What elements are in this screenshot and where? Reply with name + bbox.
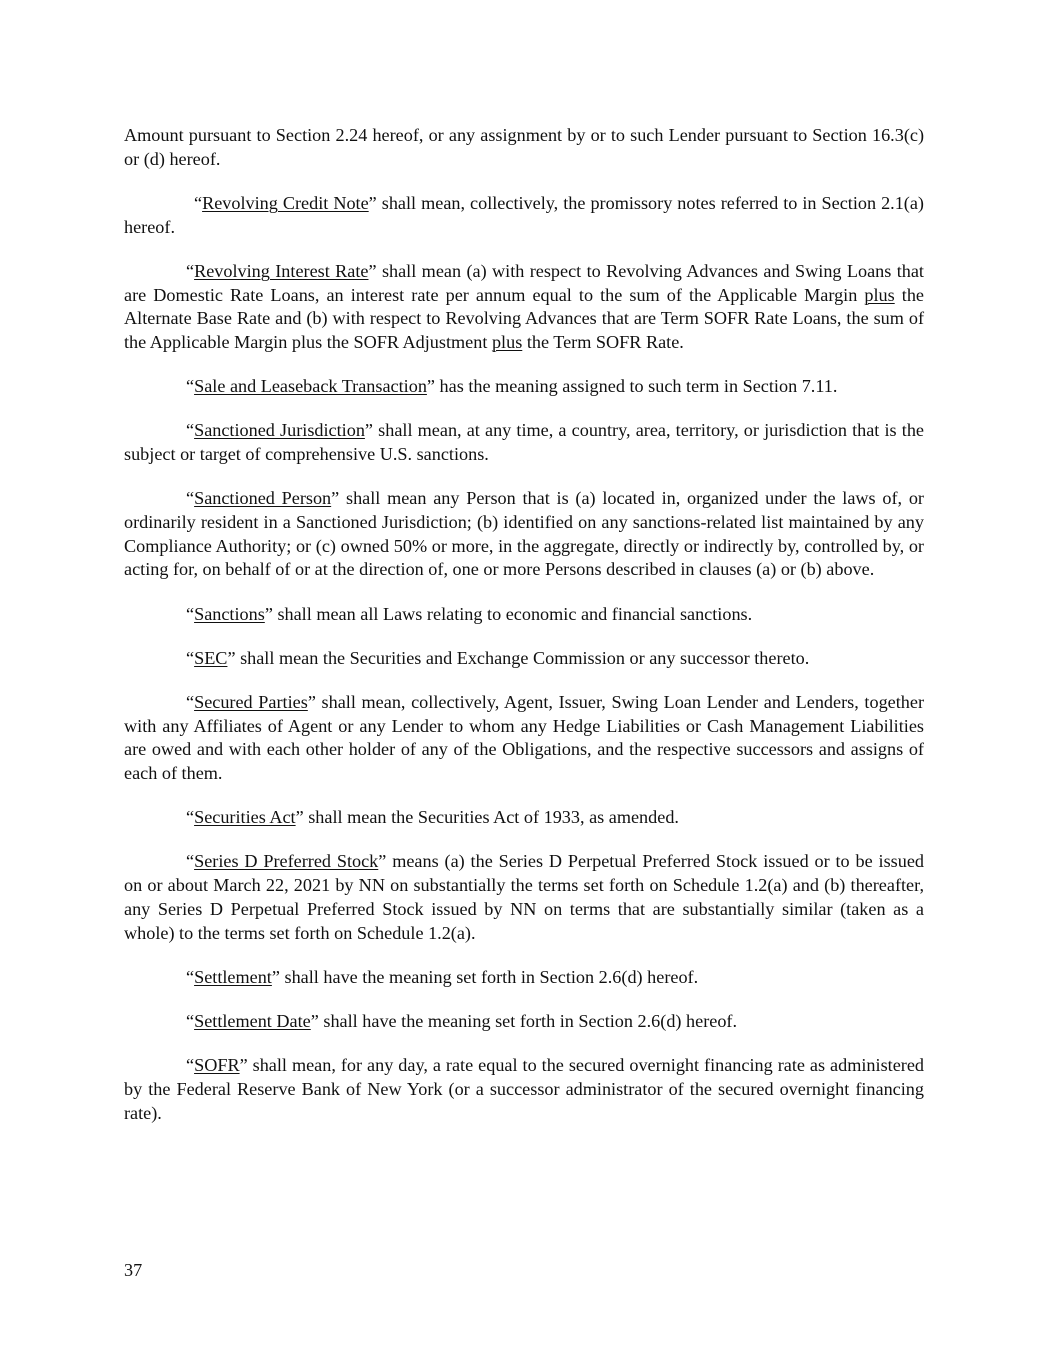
defined-term: Sanctioned Person	[194, 488, 332, 509]
paragraph-continuation: Amount pursuant to Section 2.24 hereof, or any assignment by or to such Lender pursuant to Section 16.3(c) or (d) hereof.	[124, 125, 924, 169]
definition-text: shall mean, for any day, a rate equal to the secured overnight financing rate as administered by the Federal Reserve Bank of New York (or a successor administrator of the secured overnight financing rate).	[124, 1055, 924, 1123]
definition-text: shall mean all Laws relating to economic and financial sanctions.	[272, 603, 753, 624]
underlined-plus: plus	[864, 284, 895, 305]
defined-term: SOFR	[194, 1055, 240, 1076]
definition-text: shall mean any Person that is (a) located in, organized under the laws of, or ordinarily resident in a Sanctioned Jurisdiction; (b) identified on any sanctions-related list maintained by any Compliance Authority; or (c) owned 50% or more, in the aggregate, directly or indirectly by, controlled by, or acting for, on behalf of or at the direction of, one or more Persons described in clauses (a) or (b) above.	[124, 488, 924, 580]
definition-series-d-preferred-stock: “Series D Preferred Stock” means (a) the Series D Perpetual Preferred Stock issued or to be issued on or about March 22, 2021 by NN on substantially the terms set forth on Schedule 1.2(a) and (b) thereafter, any Series D Perpetual Preferred Stock issued by NN on terms that are substantially similar (taken as a whole) to the terms set forth on Schedule 1.2(a).	[124, 851, 924, 943]
underlined-plus: plus	[491, 331, 523, 352]
definition-settlement: “Settlement” shall have the meaning set forth in Section 2.6(d) hereof.	[186, 966, 699, 987]
defined-term: Series D Preferred Stock	[194, 851, 379, 872]
definition-text: shall have the meaning set forth in Section 2.6(d) hereof.	[318, 1010, 738, 1031]
definition-text: shall mean, collectively, the promissory notes referred to in Section 2.1(a) hereof.	[124, 192, 924, 237]
definition-text: shall mean, collectively, Agent, Issuer, Swing Loan Lender and Lenders, together with any Affiliates of Agent or any Lender to whom any Hedge Liabilities or Cash Management Liabilities are owed and with each other holder of any of the Obligations, and the respective successors and assigns of each of them.	[124, 691, 925, 784]
document-page	[124, 124, 924, 1146]
definition-sanctions: “Sanctions” shall mean all Laws relating to economic and financial sanctions.	[186, 603, 753, 624]
definition-text: has the meaning assigned to such term in Section 7.11.	[435, 376, 838, 397]
definition-text: means (a) the Series D Perpetual Preferred Stock issued or to be issued on or about March 22, 2021 by NN on substantially the terms set forth on Schedule 1.2(a) and (b) thereafter, any Series D Perpetual Preferred Stock issued by NN on terms that are substantially similar (taken as a whole) to the terms set forth on Schedule 1.2(a).	[124, 851, 924, 943]
definition-settlement-date: “Settlement Date” shall have the meaning set forth in Section 2.6(d) hereof.	[186, 1010, 738, 1031]
definition-securities-act: “Securities Act” shall mean the Securities Act of 1933, as amended.	[186, 807, 679, 828]
definition-sanctioned-jurisdiction: “Sanctioned Jurisdiction” shall mean, at any time, a country, area, territory, or jurisdiction that is the subject or target of comprehensive U.S. sanctions.	[124, 420, 925, 465]
defined-term: Securities Act	[194, 807, 296, 828]
defined-term: Sale and Leaseback Transaction	[194, 376, 427, 397]
defined-term: Settlement	[194, 966, 272, 987]
definition-text: shall mean the Securities and Exchange Commission or any successor thereto.	[235, 647, 810, 668]
definition-text: shall have the meaning set forth in Section 2.6(d) hereof.	[279, 966, 699, 987]
definition-sanctioned-person: “Sanctioned Person” shall mean any Person that is (a) located in, organized under the laws of, or ordinarily resident in a Sanctioned Jurisdiction; (b) identified on any sanctions-related list maintained by any Compliance Authority; or (c) owned 50% or more, in the aggregate, directly or indirectly by, controlled by, or acting for, on behalf of or at the direction of, one or more Persons described in clauses (a) or (b) above.	[124, 488, 924, 580]
page-number: 37	[124, 1260, 143, 1280]
defined-term: Revolving Credit Note	[202, 192, 369, 213]
defined-term: Secured Parties	[194, 691, 308, 712]
defined-term: SEC	[194, 647, 228, 668]
definition-text: shall mean the Securities Act of 1933, as amended.	[303, 807, 679, 828]
definition-sale-and-leaseback-transaction: “Sale and Leaseback Transaction” has the meaning assigned to such term in Section 7.11.	[186, 376, 838, 397]
definition-revolving-interest-rate: “Revolving Interest Rate” shall mean (a) with respect to Revolving Advances and Swing Loans that are Domestic Rate Loans, an interest rate per annum equal to the sum of the Applicable Margin plus the Alternate Base Rate and (b) with respect to Revolving Advances that are Term SOFR Rate Loans, the sum of the Applicable Margin plus the SOFR Adjustment plus the Term SOFR Rate.	[124, 260, 924, 352]
defined-term: Sanctions	[194, 603, 265, 624]
defined-term: Sanctioned Jurisdiction	[194, 420, 365, 441]
definition-secured-parties: “Secured Parties” shall mean, collectively, Agent, Issuer, Swing Loan Lender and Lenders, together with any Affiliates of Agent or any Lender to whom any Hedge Liabilities or Cash Management Liabilities are owed and with each other holder of any of the Obligations, and the respective successors and assigns of each of them.	[124, 691, 925, 784]
definition-sec: “SEC” shall mean the Securities and Exchange Commission or any successor thereto.	[186, 647, 810, 668]
definition-revolving-credit-note: “Revolving Credit Note” shall mean, collectively, the promissory notes referred to in Section 2.1(a) hereof.	[124, 192, 924, 237]
defined-term: Revolving Interest Rate	[194, 260, 369, 281]
defined-term: Settlement Date	[194, 1010, 311, 1031]
definition-text: the Alternate Base Rate and (b) with respect to Revolving Advances that are Term SOFR Rate Loans, the sum of the Applicable Margin plus the SOFR Adjustment	[124, 284, 924, 352]
definition-text: shall mean, at any time, a country, area, territory, or jurisdiction that is the subject or target of comprehensive U.S. sanctions.	[124, 420, 925, 465]
definition-text: shall mean (a) with respect to Revolving Advances and Swing Loans that are Domestic Rate Loans, an interest rate per annum equal to the sum of the Applicable Margin	[124, 260, 924, 305]
definition-sofr: “SOFR” shall mean, for any day, a rate equal to the secured overnight financing rate as administered by the Federal Reserve Bank of New York (or a successor administrator of the secured overnight financing rate).	[124, 1055, 924, 1123]
definition-text: the Term SOFR Rate.	[522, 331, 684, 352]
